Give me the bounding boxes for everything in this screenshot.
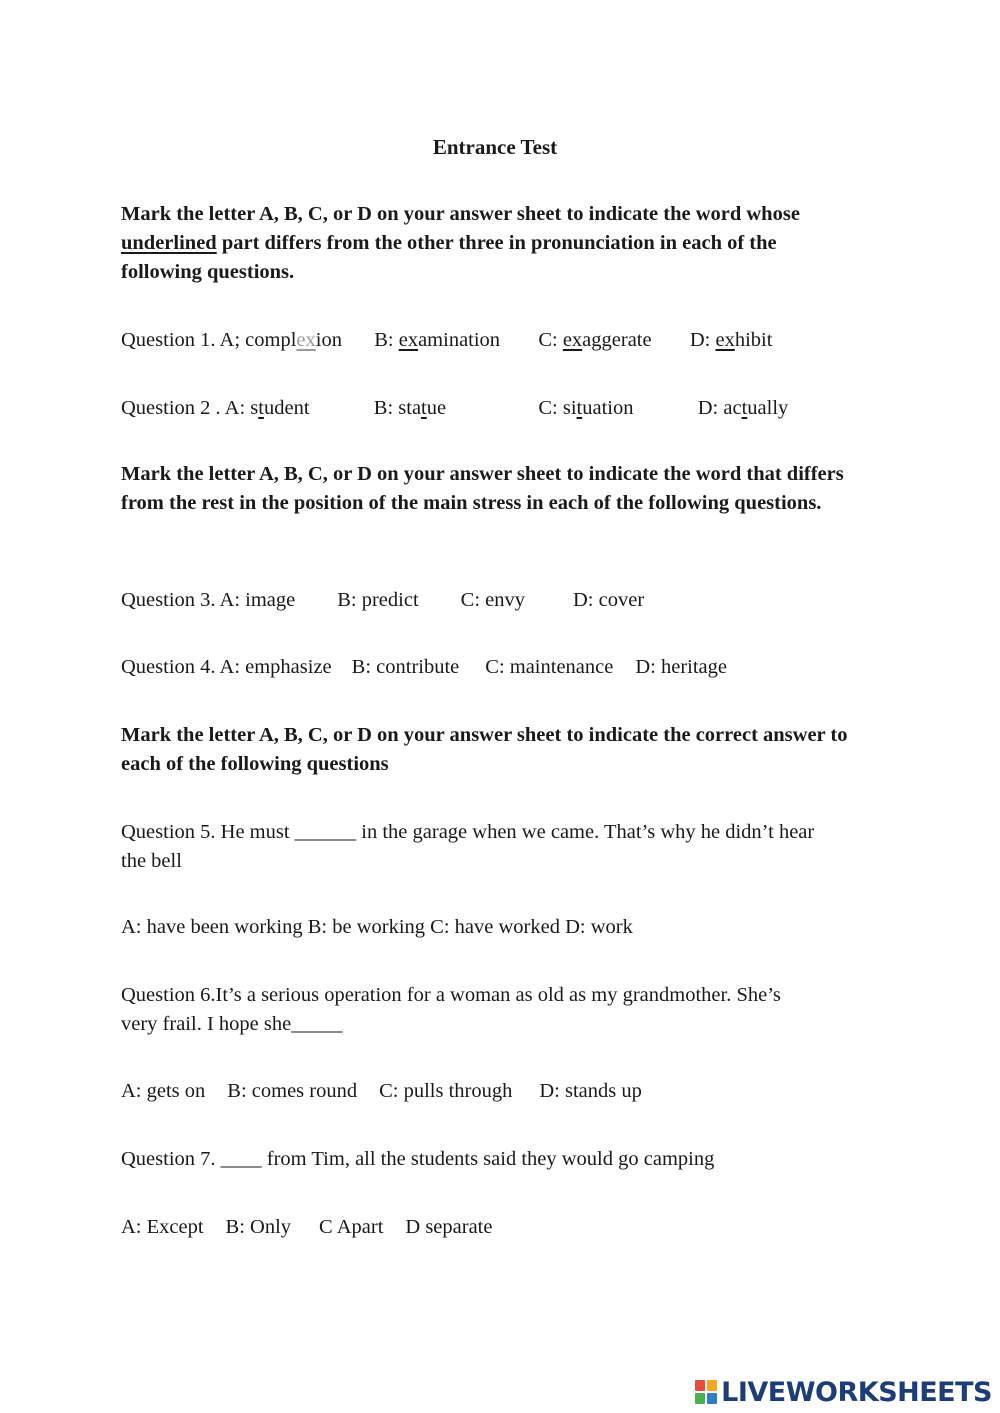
q4-option-c: C: maintenance [485,656,614,678]
q1-prefix: Question 1. A; [121,329,246,351]
q2-option-b [374,397,446,419]
q2-c-pre: si [562,397,577,419]
question-6-options [121,1077,642,1106]
q2-c-underlined: t [576,397,583,419]
q2-a-post: udent [263,397,310,419]
logo-square-2 [707,1380,717,1391]
question-4 [121,653,727,682]
q6-option-b: B: comes round [227,1080,358,1102]
q2-option-a [250,397,309,419]
question-5-options: A: have been working B: be working C: have worked D: work [121,916,633,938]
q4-option-a: Question 4. A: emphasize [121,656,332,678]
section1-line3: following questions. [121,261,295,283]
q1-c-post: aggerate [582,329,652,351]
section1-instructions [121,200,881,287]
q3-option-d: D: cover [573,589,645,611]
q1-option-a [245,329,342,351]
q2-b-underlined: t [421,397,427,419]
section3-instructions: Mark the letter A, B, C, or D on your answer sheet to indicate the correct answer to each of the following questions [121,724,848,775]
q4-option-b: B: contribute [351,656,460,678]
q6-option-d: D: stands up [539,1080,642,1102]
q2-d-post: ually [747,397,789,419]
logo-square-1 [695,1380,705,1391]
q1-d-post: hibit [734,329,773,351]
question-5-line2: the bell [121,850,182,872]
liveworksheets-logo-icon [695,1380,717,1404]
question-7-options [121,1213,492,1242]
question-7: Question 7. ____ from Tim, all the students said they would go camping [121,1148,715,1170]
q1-a-underlined: ex [296,329,316,351]
question-3 [121,586,644,615]
q2-prefix: Question 2 . A: [121,397,251,419]
q7-option-b: B: Only [225,1216,292,1238]
q3-option-c: C: envy [460,589,525,611]
q2-c-post: uation [582,397,634,419]
q1-option-b [374,329,500,351]
q1-c-underlined: ex [562,329,583,351]
page-title: Entrance Test [432,135,558,159]
q1-d-label: D: [689,329,716,351]
liveworksheets-logo [695,1375,992,1409]
q1-c-label: C: [538,329,563,351]
section1-line1: Mark the letter A, B, C, or D on your answer sheet to indicate the word whose [121,203,800,225]
q2-a-underlined: t [258,397,264,419]
q1-b-post: amination [418,329,501,351]
logo-square-3 [695,1393,705,1404]
logo-square-4 [707,1393,717,1404]
q4-option-d: D: heritage [635,656,727,678]
q1-a-post: ion [315,329,342,351]
q1-option-d [690,329,773,351]
section2-instructions: Mark the letter A, B, C, or D on your answer sheet to indicate the word that differs from the rest in the position of the main stress in each of the following questions. [121,463,844,514]
section1-line2 [121,229,881,258]
liveworksheets-logo-text: LIVEWORKSHEETS [721,1376,992,1408]
question-1 [121,326,772,355]
q2-b-pre: sta [398,397,422,419]
section1-line2-rest: part differs from the other three in pronunciation in each of the [216,232,777,254]
q3-option-a: Question 3. A: image [121,589,296,611]
q2-option-d [698,397,789,419]
q2-a-pre: s [250,397,259,419]
question-2 [121,394,788,423]
q1-option-c [538,329,651,351]
q2-d-label: D: [697,397,724,419]
q2-d-pre: ac [723,397,742,419]
q7-option-a: A: Except [121,1216,204,1238]
q2-b-label: B: [373,397,399,419]
q2-c-label: C: [538,397,563,419]
q2-b-post: ue [426,397,447,419]
q1-a-pre: compl [245,329,297,351]
q7-option-c: C Apart [319,1216,384,1238]
q1-d-underlined: ex [715,329,735,351]
q7-option-d: D separate [405,1216,493,1238]
question-5-line1: Question 5. He must ______ in the garage when we came. That’s why he didn’t hear [121,821,815,843]
question-6-line1: Question 6.It’s a serious operation for a woman as old as my grandmother. She’s [121,984,781,1006]
q2-option-c [538,397,633,419]
q3-option-b: B: predict [337,589,419,611]
q1-b-label: B: [374,329,399,351]
q1-b-underlined: ex [398,329,419,351]
q2-d-underlined: t [741,397,748,419]
q6-option-a: A: gets on [121,1080,206,1102]
underlined-word: underlined [121,232,217,254]
question-6-line2: very frail. I hope she_____ [121,1013,343,1035]
q6-option-c: C: pulls through [379,1080,513,1102]
